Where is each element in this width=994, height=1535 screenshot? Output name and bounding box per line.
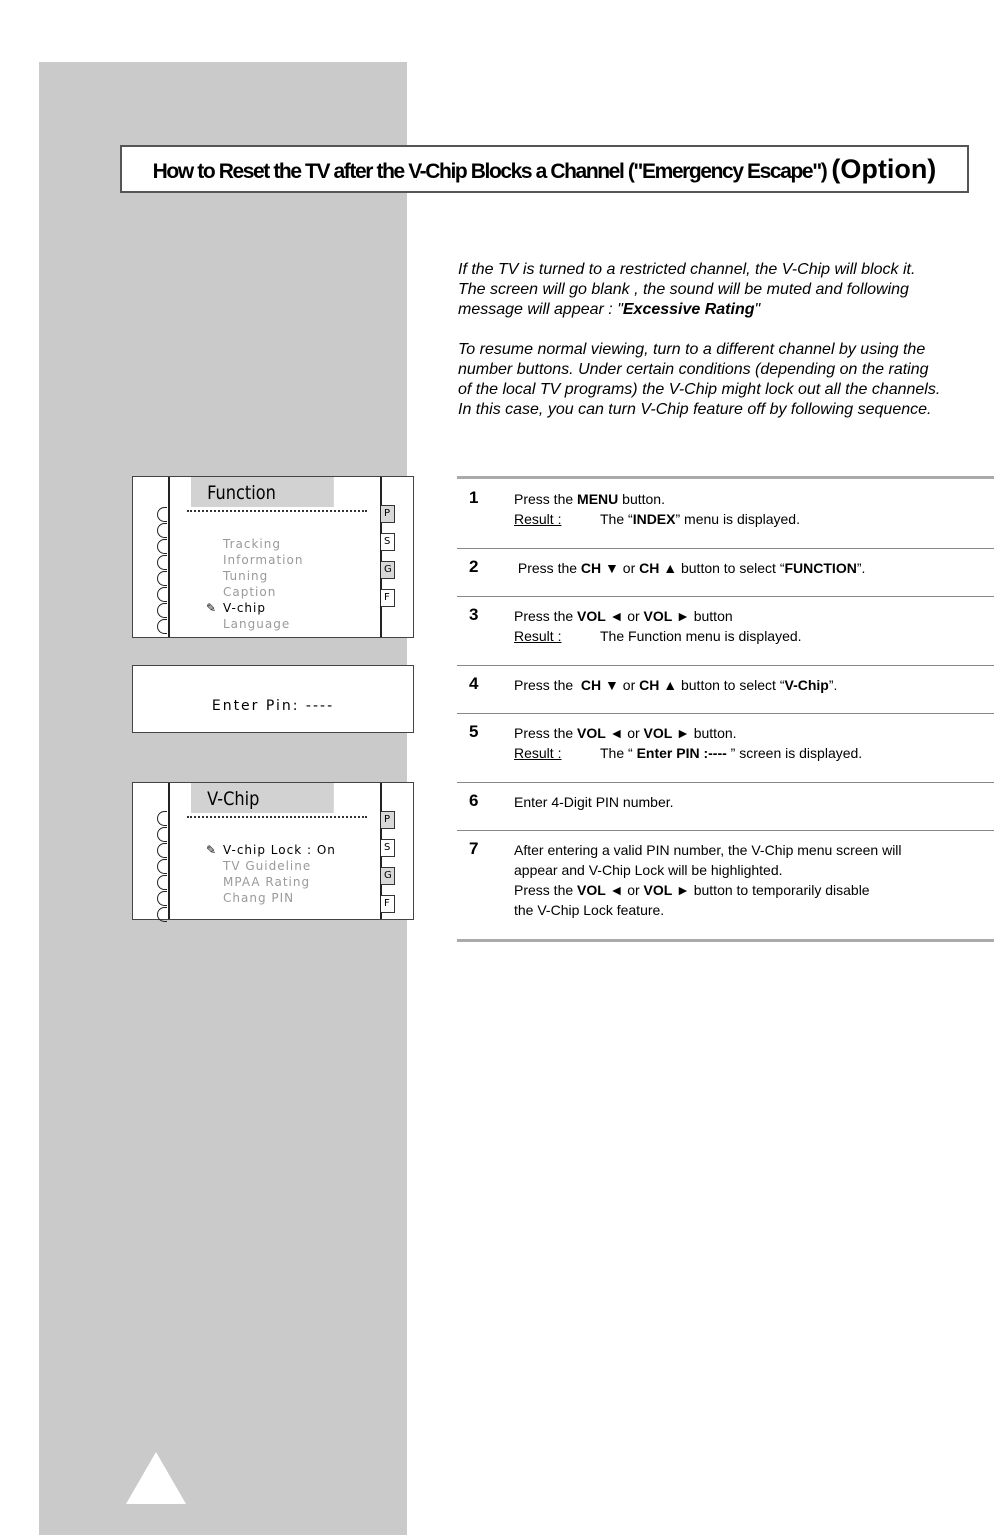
menu-header: Function <box>191 477 334 507</box>
menu-item-selected: ✎ V-chip Lock : On <box>206 843 336 857</box>
tab-s: S <box>381 839 395 857</box>
page-title-box <box>120 145 969 193</box>
intro-line: message will appear : "Excessive Rating" <box>458 301 761 318</box>
step-number: 7 <box>469 839 479 858</box>
divider <box>187 510 367 512</box>
result-label: Result : <box>514 511 562 527</box>
excessive-rating-text: Excessive Rating <box>622 301 755 318</box>
menu-item: Language <box>223 617 291 631</box>
tab-g: G <box>381 561 395 579</box>
step-number: 3 <box>469 605 479 624</box>
step-text: Press the CH ▼ or CH ▲ button to select “V-Chip”. <box>514 677 838 693</box>
step-text: Press the MENU button. Result : The “INDEX” menu is displayed. <box>514 491 800 527</box>
step-text: Enter 4-Digit PIN number. <box>514 794 674 810</box>
menu-item: TV Guideline <box>223 859 312 873</box>
menu-item: MPAA Rating <box>223 875 311 889</box>
tab-p: P <box>381 505 395 523</box>
function-menu-items <box>206 536 304 632</box>
function-menu-screen <box>132 476 414 638</box>
tab-p: P <box>381 811 395 829</box>
step-row <box>457 479 994 549</box>
vchip-menu-screen <box>132 782 414 920</box>
step-row <box>457 783 994 831</box>
menu-item-selected: ✎ V-chip <box>206 601 266 615</box>
enter-pin-screen <box>132 665 414 733</box>
result-label: Result : <box>514 628 562 644</box>
step-number: 5 <box>469 722 479 741</box>
enter-pin-text: Enter Pin: ---- <box>211 698 335 714</box>
step-number: 4 <box>469 674 479 693</box>
intro-paragraph-2 <box>458 340 994 420</box>
step-row <box>457 831 994 939</box>
intro-line: In this case, you can turn V-Chip feature off by following sequence. <box>458 401 932 418</box>
step-text: Press the VOL ◄ or VOL ► button Result : The Function menu is displayed. <box>514 608 802 644</box>
step-text: After entering a valid PIN number, the V-Chip menu screen will appear and V-Chip Lock will be highlighted. Press the VOL ◄ or VOL ► button to temporarily disable the V-Chip Lock feature. <box>514 842 902 918</box>
step-number: 2 <box>469 557 479 576</box>
step-number: 1 <box>469 488 479 507</box>
menu-item: Tracking <box>223 537 281 551</box>
page-corner-triangle <box>126 1452 186 1504</box>
tab-g: G <box>381 867 395 885</box>
menu-tabs <box>381 505 395 617</box>
intro-line: number buttons. Under certain conditions (depending on the rating <box>458 361 929 378</box>
step-text: Press the VOL ◄ or VOL ► button. Result : The “ Enter PIN :---- ” screen is displayed. <box>514 725 863 761</box>
intro-line: To resume normal viewing, turn to a different channel by using the <box>458 341 926 358</box>
tab-f: F <box>381 589 395 607</box>
menu-header: V-Chip <box>191 783 334 813</box>
menu-item: Information <box>223 553 304 567</box>
step-number: 6 <box>469 791 479 810</box>
spiral-binding <box>157 507 175 635</box>
pencil-icon: ✎ <box>206 843 218 857</box>
menu-item: Tuning <box>223 569 269 583</box>
tab-f: F <box>381 895 395 913</box>
menu-item: Caption <box>223 585 277 599</box>
result-label: Result : <box>514 745 562 761</box>
step-row <box>457 549 994 597</box>
tab-s: S <box>381 533 395 551</box>
menu-tabs <box>381 811 395 923</box>
steps-table <box>457 476 994 942</box>
divider <box>187 816 367 818</box>
vchip-menu-items <box>206 842 336 906</box>
intro-line: of the local TV programs) the V-Chip might lock out all the channels. <box>458 381 941 398</box>
intro-paragraph-1 <box>458 260 994 320</box>
page-title: How to Reset the TV after the V-Chip Blocks a Channel ("Emergency Escape") (Option) <box>152 153 937 184</box>
intro-line: If the TV is turned to a restricted channel, the V-Chip will block it. <box>458 261 916 278</box>
spiral-binding <box>157 811 175 923</box>
step-row <box>457 714 994 783</box>
step-row <box>457 666 994 714</box>
step-text: Press the CH ▼ or CH ▲ button to select “FUNCTION”. <box>514 560 866 576</box>
pencil-icon: ✎ <box>206 601 218 615</box>
page-title-option: (Option) <box>831 153 937 184</box>
intro-line: The screen will go blank , the sound will be muted and following <box>458 281 909 298</box>
step-row <box>457 597 994 666</box>
menu-item: Chang PIN <box>223 891 295 905</box>
